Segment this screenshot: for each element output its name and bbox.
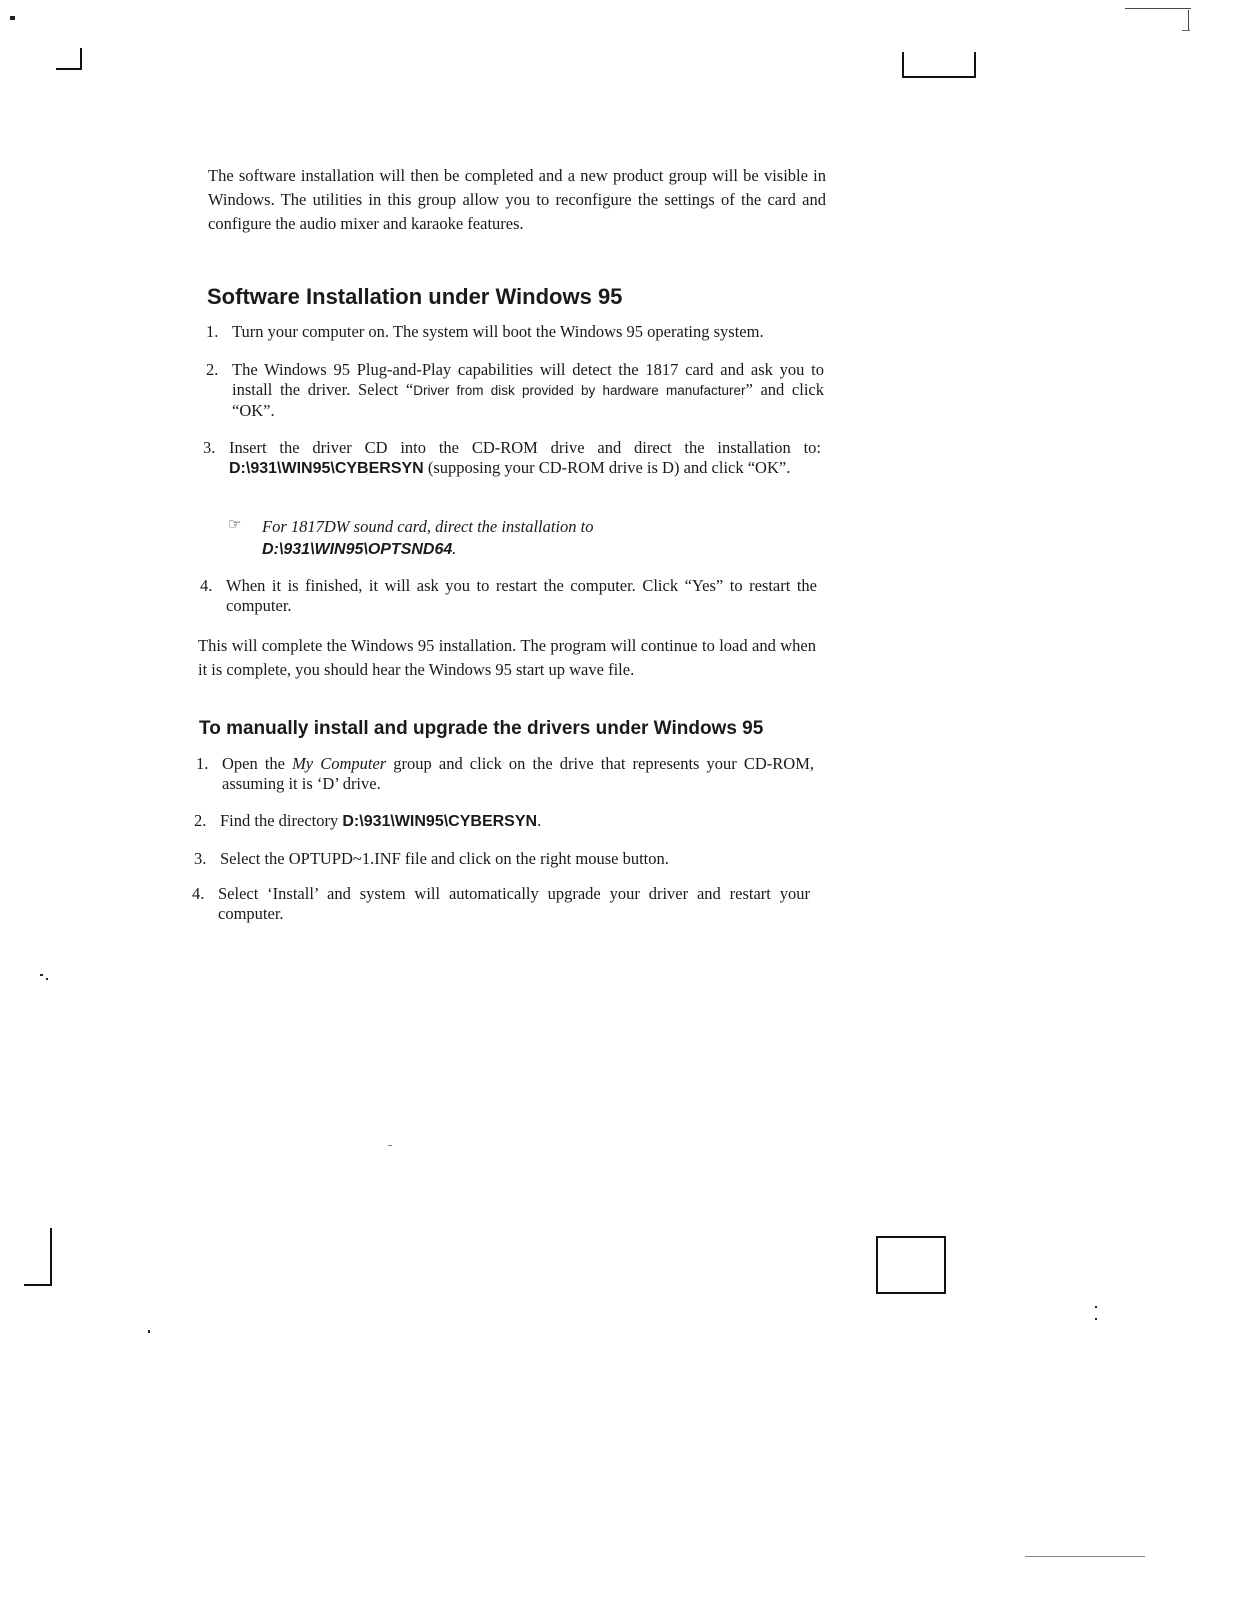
corner-mark-bottom-left <box>24 1228 52 1286</box>
list-text: Select the OPTUPD~1.INF file and click on the right mouse button. <box>220 849 669 868</box>
section-heading: To manually install and upgrade the drivers under Windows 95 <box>199 718 764 739</box>
list-number: 4. <box>192 884 205 903</box>
text-run: Find the directory <box>220 811 343 830</box>
scan-speck <box>148 1330 150 1333</box>
text-run: For 1817DW sound card, direct the installation to <box>262 517 594 536</box>
pointing-hand-icon: ☞ <box>228 517 242 533</box>
list-number: 1. <box>196 754 209 773</box>
corner-mark-top-left <box>56 48 82 70</box>
directory-path: D:\931\WIN95\OPTSND64 <box>262 541 453 558</box>
emphasized-text: My Computer <box>292 754 387 773</box>
closing-paragraph: This will complete the Windows 95 installation. The program will continue to load and when it is complete, you should hear the Windows 95 start up wave file. <box>198 636 816 679</box>
list-item <box>203 438 821 479</box>
list-text <box>220 811 812 832</box>
note-text <box>262 516 648 561</box>
scan-speck <box>1095 1306 1097 1308</box>
text-run: . <box>452 539 457 558</box>
corner-mark-bottom-right <box>876 1236 946 1294</box>
text-run: The Windows 95 Plug-and-Play capabilities will detect the 1817 card and ask you to install the driver. Select “ <box>232 360 824 399</box>
scan-speck <box>1182 30 1190 31</box>
list-text: Select ‘Install’ and system will automatically upgrade your driver and restart your computer. <box>218 884 810 923</box>
list-number: 3. <box>203 438 216 457</box>
text-run: ” and click “OK”. <box>232 380 824 420</box>
scan-speck <box>1188 10 1189 30</box>
scan-speck <box>10 16 15 20</box>
text-run: group and click on the drive that represents your CD-ROM, assuming it is ‘D’ drive. <box>222 754 814 793</box>
list-text: When it is finished, it will ask you to restart the computer. Click “Yes” to restart the computer. <box>226 576 817 615</box>
directory-path: D:\931\WIN95\CYBERSYN <box>342 813 538 830</box>
corner-mark-top-right <box>902 52 976 78</box>
list-number: 3. <box>194 849 207 868</box>
dialog-option-text: Driver from disk provided by hardware manufacturer <box>413 383 746 398</box>
text-run: Open the <box>222 754 293 773</box>
scan-speck <box>1125 8 1191 9</box>
text-run: Insert the driver CD into the CD-ROM drive and direct the installation to: <box>229 438 821 457</box>
list-item <box>192 884 810 924</box>
list-item <box>196 754 814 794</box>
list-item <box>194 849 812 869</box>
list-text <box>222 754 814 794</box>
intro-paragraph: The software installation will then be completed and a new product group will be visible in Windows. The utilities in this group allow you to reconfigure the settings of the card and configure the audio mixer and karaoke features. <box>208 166 826 233</box>
list-number: 4. <box>200 576 213 595</box>
scan-speck <box>388 1145 392 1146</box>
list-item <box>200 576 817 616</box>
list-number: 1. <box>206 322 219 341</box>
list-item <box>194 811 812 832</box>
list-text <box>229 438 821 479</box>
scan-speck <box>1095 1318 1097 1320</box>
list-item <box>206 360 824 421</box>
list-number: 2. <box>194 811 207 830</box>
text-run: . <box>537 811 542 830</box>
text-run: (supposing your CD-ROM drive is D) and click “OK”. <box>423 458 791 477</box>
note <box>228 516 648 561</box>
list-text: Turn your computer on. The system will boot the Windows 95 operating system. <box>232 322 764 341</box>
list-number: 2. <box>206 360 219 379</box>
section-heading: Software Installation under Windows 95 <box>207 284 623 309</box>
directory-path: D:\931\WIN95\CYBERSYN <box>229 460 424 477</box>
list-text <box>232 360 824 421</box>
scan-speck <box>40 974 43 976</box>
list-item <box>206 322 818 342</box>
scan-speck <box>46 978 48 980</box>
scan-speck <box>1025 1556 1145 1557</box>
